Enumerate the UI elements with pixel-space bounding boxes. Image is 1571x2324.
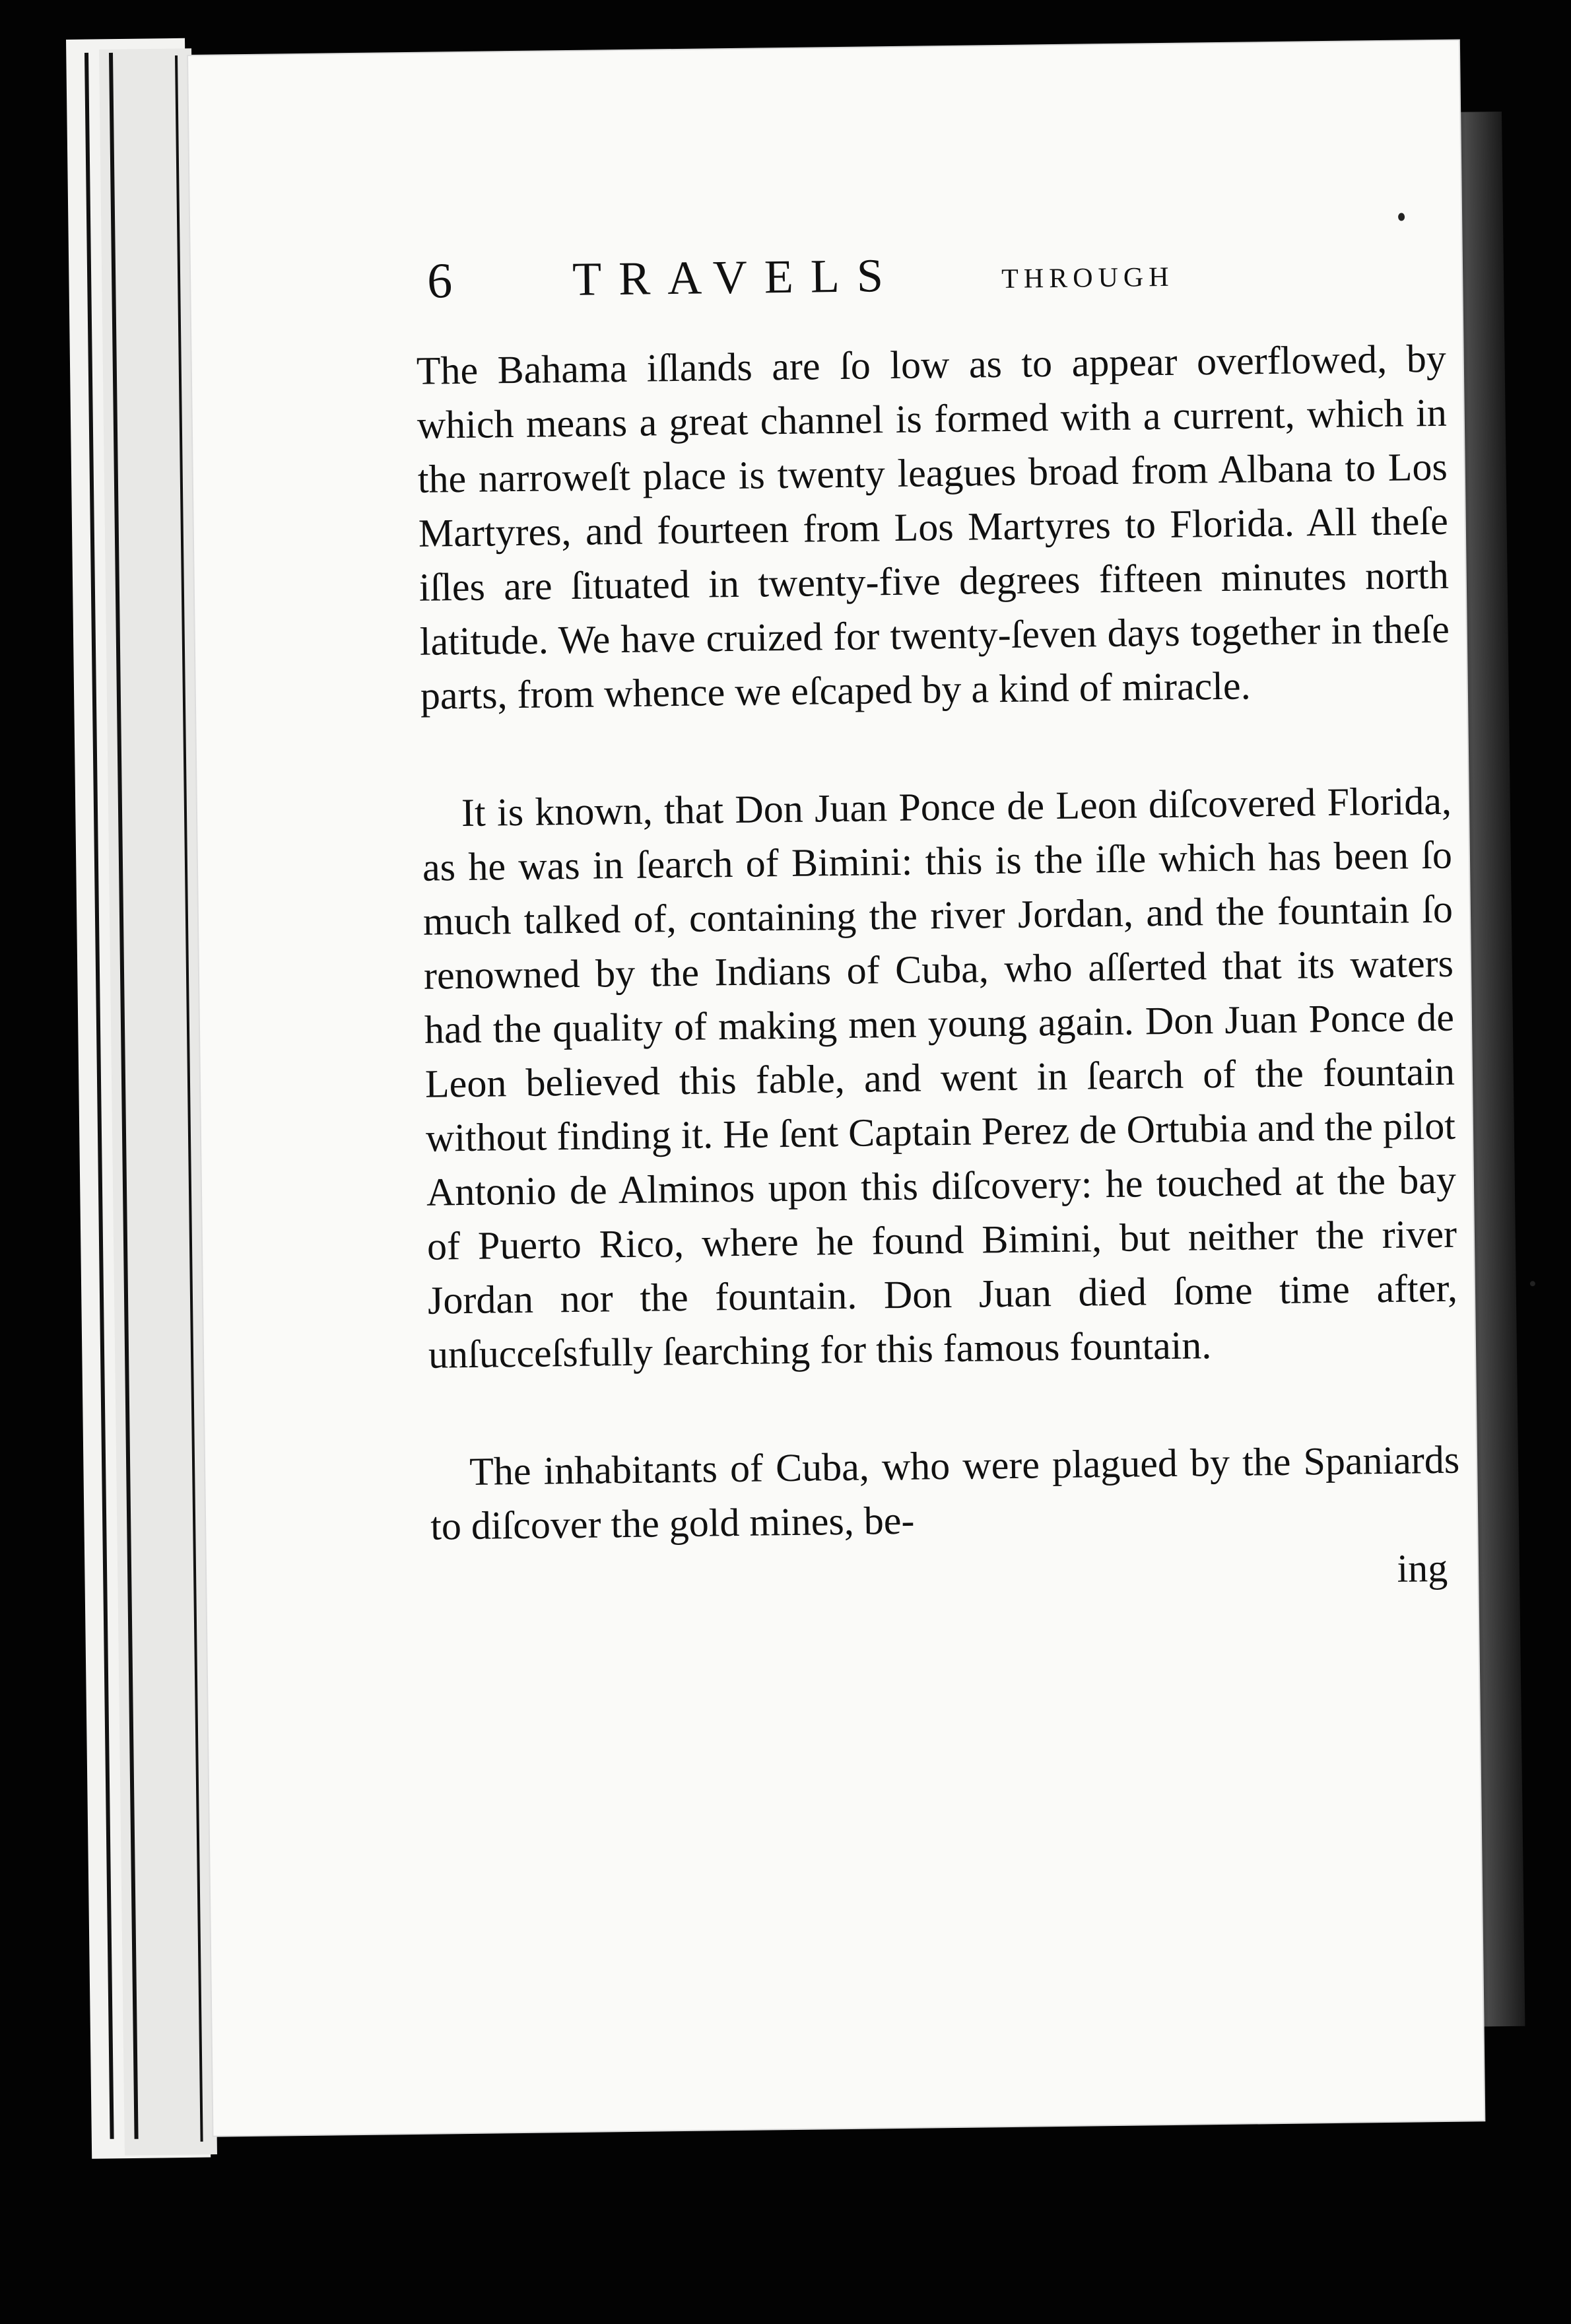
page-number: 6	[426, 253, 453, 309]
running-title-continuation: THROUGH	[1001, 261, 1174, 294]
paragraph: The inhabitants of Cuba, who were plagued by the Spaniards to diſcover the gold mines, be-	[430, 1437, 1460, 1548]
page-header	[426, 219, 1418, 330]
paragraph: The Bahama iſlands are ſo low as to appear overflowed, by which means a great channel is formed with a current, which in the narroweſt place is twenty leagues broad from Albana to Los Martyres, and fourteen from Los Martyres to Florida. All theſe iſles are ſituated in twenty-five degrees fifteen minutes north latitude. We have cruized for twenty-ſeven days together in theſe parts, from whence we eſcaped by a kind of miracle.	[416, 336, 1450, 718]
running-title: TRAVELS	[572, 248, 901, 306]
book-page	[188, 40, 1484, 2135]
ink-speck	[1398, 213, 1405, 221]
body-text	[416, 331, 1461, 1608]
ink-speck	[1530, 1281, 1535, 1286]
paragraph: It is known, that Don Juan Ponce de Leon diſcovered Florida, as he was in ſearch of Bimini: this is the iſle which has been ſo much talked of, containing the river Jordan, and the fountain ſo renowned by the Indians of Cuba, who aſſerted that its waters had the quality of making men young again. Don Juan Ponce de Leon believed this fable, and went in ſearch of the fountain without finding it. He ſent Captain Perez de Ortubia and the pilot Antonio de Alminos upon this diſcovery: he touched at the bay of Puerto Rico, where he found Bimini, but neither the river Jordan nor the fountain. Don Juan died ſome time after, unſucceſsfully ſearching for this famous fountain.	[422, 778, 1458, 1377]
catchword: ing	[1397, 1546, 1448, 1590]
